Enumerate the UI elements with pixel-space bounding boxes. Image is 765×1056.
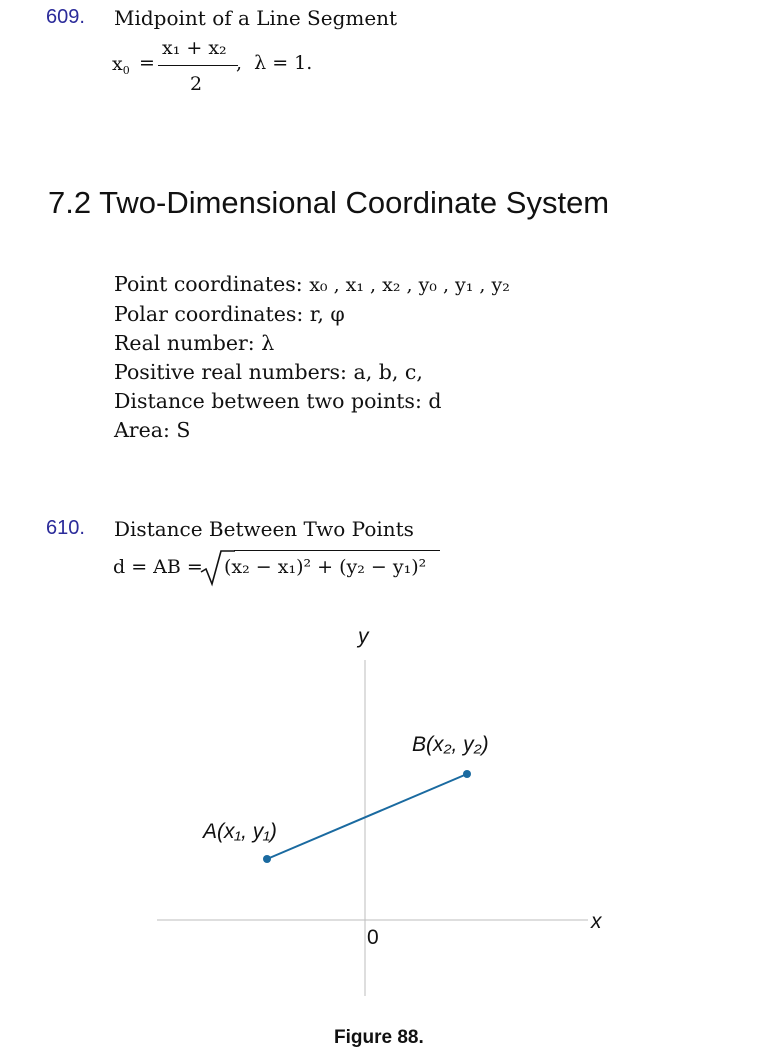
radical-overline [234,550,440,551]
point-a [263,855,271,863]
section-heading: 7.2 Two-Dimensional Coordinate System [48,185,610,220]
fraction-bar [158,65,238,66]
notation-polar: Polar coordinates: r, φ [114,302,345,326]
notation-distance: Distance between two points: d [114,389,442,413]
point-a-label: A(x₁, y₁) [203,820,277,843]
distance-lhs: d = AB = [113,556,203,578]
figure-88 [0,610,765,1056]
formula-number-610: 610. [46,517,85,539]
y-axis-label: y [358,625,369,648]
distance-formula [113,548,473,588]
segment-ab [267,774,467,859]
notation-real: Real number: λ [114,331,275,355]
formula-title-609: Midpoint of a Line Segment [114,6,398,30]
midpoint-formula [112,38,372,100]
midpoint-condition: , λ = 1. [236,52,313,74]
origin-label: 0 [367,926,379,949]
distance-radicand: (x₂ − x₁)² + (y₂ − y₁)² [224,556,427,578]
notation-positive: Positive real numbers: a, b, c, [114,360,423,384]
notation-list [114,270,714,445]
notation-area: Area: S [114,418,191,442]
formula-number-609: 609. [46,6,85,28]
midpoint-lhs: $x_0$ [112,53,130,77]
midpoint-equals: = [139,52,155,74]
figure-caption: Figure 88. [334,1027,424,1048]
point-b-label: B(x₂, y₂) [412,733,489,756]
midpoint-denominator: 2 [190,73,203,95]
point-b [463,770,471,778]
midpoint-numerator: x₁ + x₂ [162,37,227,59]
formula-title-610: Distance Between Two Points [114,517,414,541]
x-axis-label: x [591,910,602,933]
notation-points: Point coordinates: x₀ , x₁ , x₂ , y₀ , y₁ , y₂ [114,272,510,296]
